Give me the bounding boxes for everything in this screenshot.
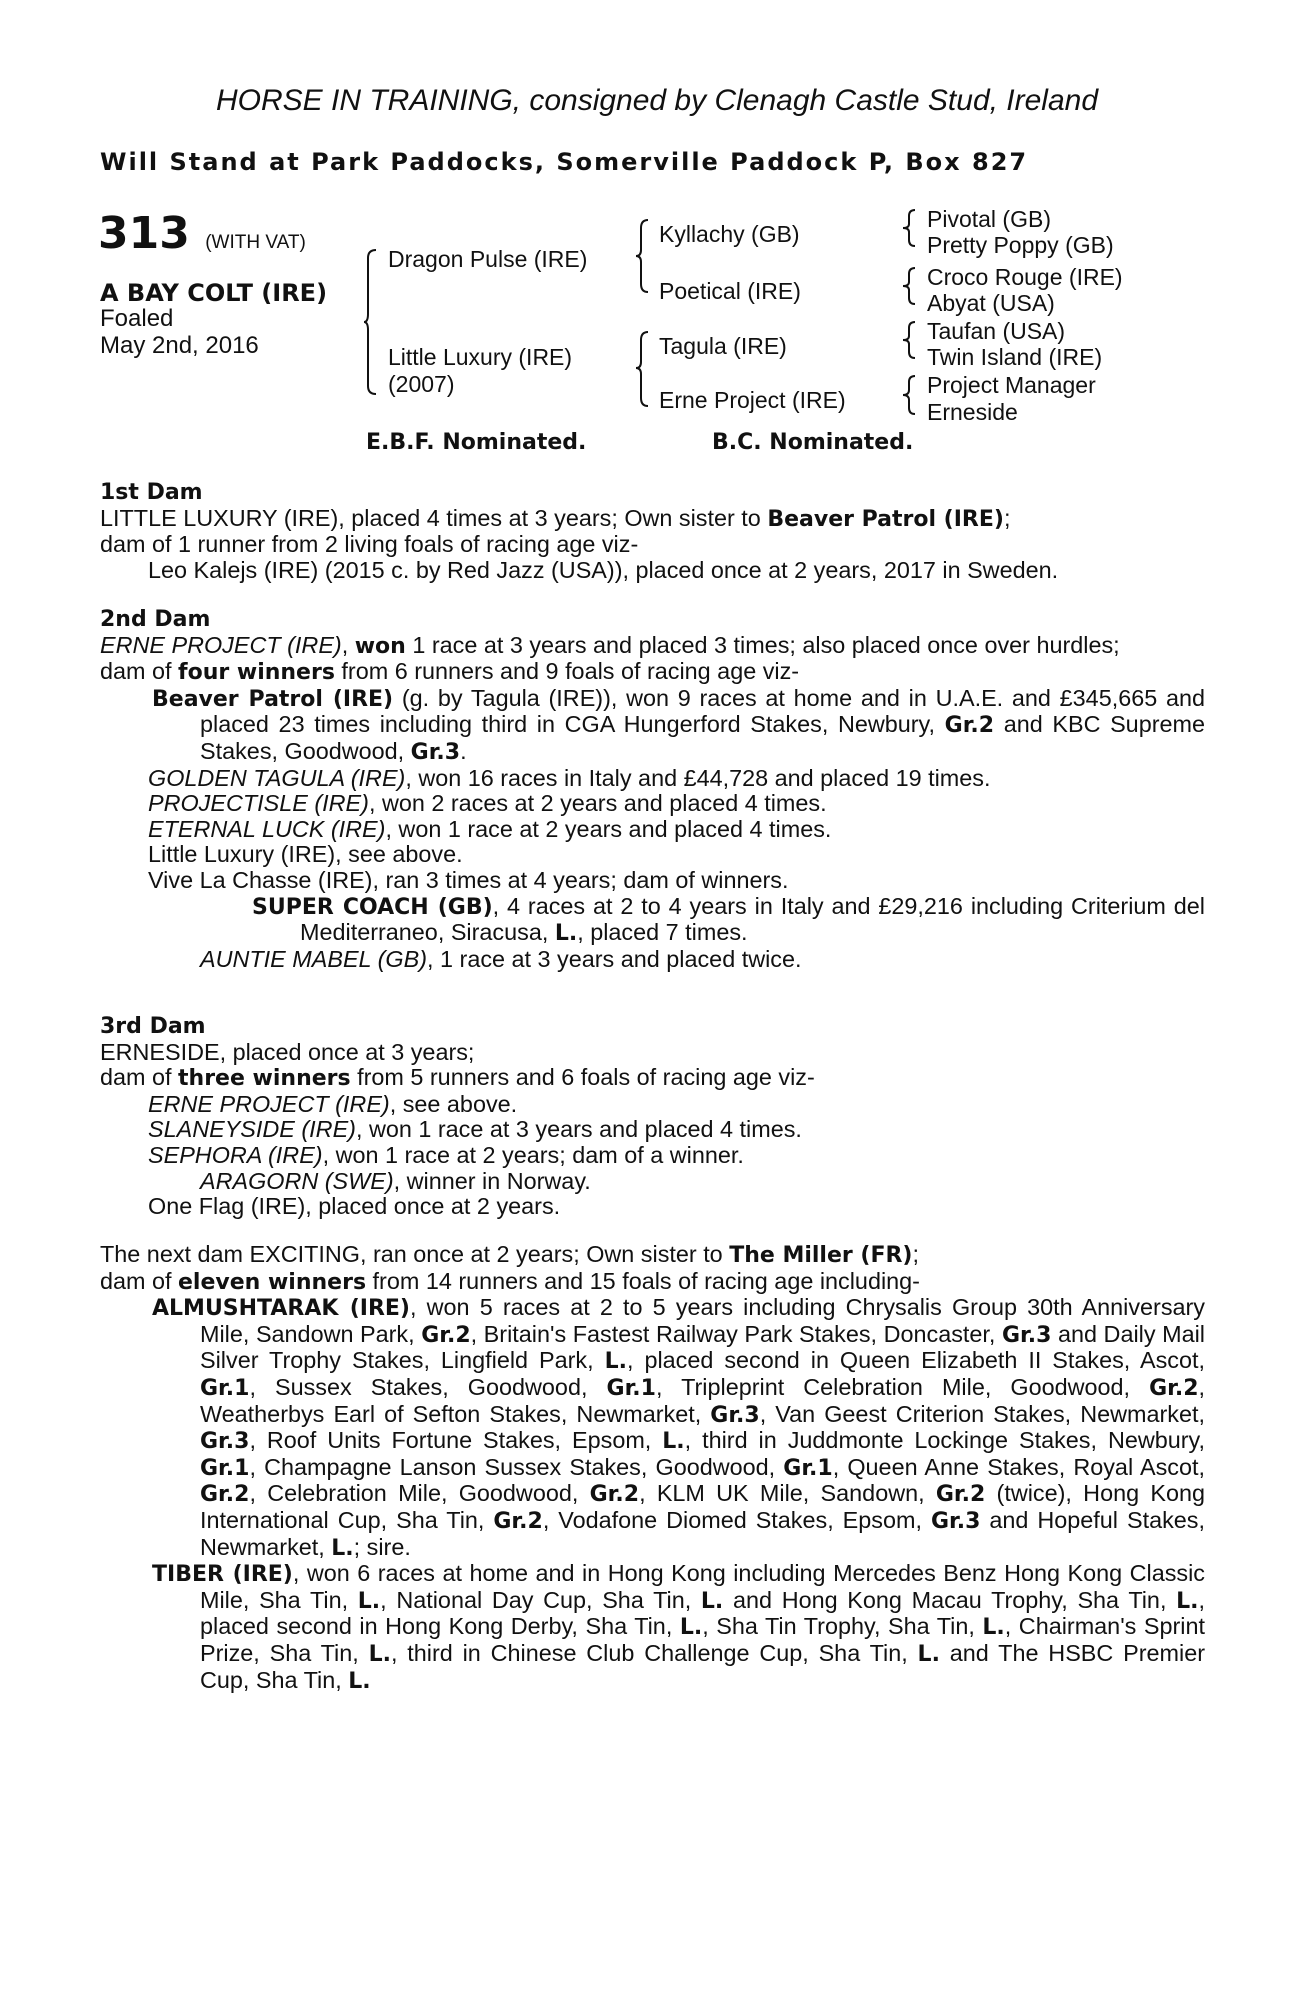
produce-name: SUPER COACH (GB) — [252, 894, 493, 920]
pedigree-brace-4 — [903, 208, 917, 250]
punctuation: ; — [1003, 504, 1011, 531]
grade-label: L. — [554, 921, 578, 947]
produce-name: PROJECTISLE (IRE) — [148, 790, 369, 817]
dam-text: from 14 runners and 15 foals of racing age including- — [366, 1267, 920, 1294]
bold-segment: L. — [604, 1349, 627, 1375]
bold-segment: Gr.3 — [200, 1429, 250, 1455]
bold-segment: Gr.2 — [200, 1482, 250, 1508]
produce-text: , won 2 races at 2 years and placed 4 times. — [368, 790, 827, 817]
dam-produce: dam of 1 runner from 2 living foals of racing age viz- — [100, 531, 639, 558]
produce-name: Beaver Patrol (IRE) — [152, 686, 394, 712]
ancestor-3: Croco Rouge (IRE) — [927, 264, 1123, 290]
vat-note: (WITH VAT) — [205, 232, 306, 253]
pedigree-brace-1 — [364, 248, 378, 398]
dam-text: 1 race at 3 years and placed 3 times; also placed once over hurdles; — [405, 631, 1120, 658]
text-segment: , Chairman's Sprint Prize, Sha Tin, — [200, 1613, 1205, 1666]
produce-name: SEPHORA (IRE) — [148, 1141, 323, 1168]
produce-text: , won 1 race at 2 years and placed 4 times. — [385, 815, 832, 842]
bold-segment: L. — [662, 1429, 685, 1455]
produce-name: ARAGORN (SWE) — [200, 1167, 394, 1194]
produce-text: (g. by Tagula (IRE)), won 9 races at home and in U.A.E. and £345,665 and placed 23 times including third in CGA Hungerford Stakes, Newbury, — [200, 684, 1205, 738]
bc-nomination: B.C. Nominated. — [712, 430, 914, 455]
text-segment: , Weatherbys Earl of Sefton Stakes, Newmarket, — [200, 1373, 1206, 1427]
produce-entry: One Flag (IRE), placed once at 2 years. — [148, 1193, 561, 1220]
produce-text: , won 1 race at 3 years and placed 4 times. — [355, 1116, 802, 1143]
produce-name: ETERNAL LUCK (IRE) — [148, 815, 386, 842]
ancestor-6: Twin Island (IRE) — [927, 344, 1103, 370]
second-dam-section — [100, 607, 1205, 972]
bold-segment: L. — [368, 1641, 391, 1667]
produce-text: , winner in Norway. — [393, 1167, 591, 1194]
foaled-label: Foaled — [100, 305, 174, 332]
dam-relative: The Miller (FR) — [729, 1243, 913, 1268]
bold-segment: L. — [679, 1615, 703, 1641]
grade-label: Gr.2 — [944, 713, 995, 739]
ancestor-5: Taufan (USA) — [927, 318, 1066, 344]
ancestor-1: Pivotal (GB) — [927, 206, 1051, 232]
text-segment: , third in Juddmonte Lockinge Stakes, Newbury, — [684, 1427, 1205, 1454]
text-segment: , third in Chinese Club Challenge Cup, Sha Tin, — [390, 1639, 918, 1666]
produce-text: and KBC Supreme Stakes, Goodwood, — [200, 711, 1205, 764]
grade-label: Gr.3 — [410, 739, 461, 765]
text-segment: and The HSBC Premier Cup, Sha Tin, — [200, 1639, 1205, 1693]
bold-segment: Gr.3 — [710, 1402, 760, 1428]
dam-text: LITTLE LUXURY (IRE), placed 4 times at 3 years; Own sister to — [100, 504, 768, 531]
text-segment: , placed second in Hong Kong Derby, Sha Tin, — [200, 1586, 1206, 1640]
dam-text: dam of — [100, 1064, 179, 1091]
produce-name: SLANEYSIDE (IRE) — [148, 1116, 356, 1143]
text-segment: ; sire. — [353, 1533, 411, 1560]
dam-text: dam of — [100, 658, 179, 685]
dam-name: ERNE PROJECT (IRE) — [100, 631, 342, 658]
pedigree-brace-6 — [903, 320, 917, 362]
produce-text: , 1 race at 3 years and placed twice. — [427, 945, 802, 972]
produce-entry: Leo Kalejs (IRE) (2015 c. by Red Jazz (USA)), placed once at 2 years, 2017 in Sweden. — [148, 556, 1059, 583]
text-segment: , Champagne Lanson Sussex Stakes, Goodwood, — [249, 1453, 784, 1480]
bold-segment: Gr.3 — [930, 1508, 981, 1534]
bold-segment: ALMUSHTARAK (IRE) — [152, 1296, 410, 1322]
dam-sire: Tagula (IRE) — [659, 333, 787, 359]
text-segment: , Celebration Mile, Goodwood, — [249, 1480, 590, 1507]
text-segment: , Tripleprint Celebration Mile, Goodwood, — [655, 1373, 1150, 1400]
text-segment: , Britain's Fastest Railway Park Stakes, Doncaster, — [470, 1320, 1002, 1347]
sire: Dragon Pulse (IRE) — [388, 246, 588, 272]
bold-segment: Gr.2 — [493, 1508, 543, 1534]
produce-entry-tiber — [100, 1561, 1205, 1694]
ancestor-4: Abyat (USA) — [927, 290, 1055, 316]
bold-segment: L. — [357, 1588, 381, 1614]
text-segment: (twice), Hong Kong International Cup, Sha Tin, — [200, 1480, 1205, 1533]
bold-segment: L. — [982, 1615, 1005, 1641]
produce-entry: Vive La Chasse (IRE), ran 3 times at 4 years; dam of winners. — [148, 866, 789, 893]
bold-segment: Gr.1 — [606, 1375, 656, 1401]
produce-name: ERNE PROJECT (IRE) — [148, 1090, 390, 1117]
text-segment: and Daily Mail Silver Trophy Stakes, Lingfield Park, — [200, 1320, 1205, 1374]
text-segment: , National Day Cup, Sha Tin, — [380, 1586, 701, 1613]
produce-text: , see above. — [389, 1090, 518, 1117]
third-dam-section — [100, 1014, 1205, 1220]
punctuation: , — [341, 631, 355, 658]
punctuation: . — [460, 737, 467, 764]
winners-count: eleven winners — [178, 1269, 367, 1295]
first-dam-section — [100, 480, 1205, 583]
page-title: HORSE IN TRAINING, consigned by Clenagh Castle Stud, Ireland — [215, 84, 1099, 117]
dam-text: ERNESIDE, placed once at 3 years; — [100, 1038, 475, 1065]
text-segment: , Van Geest Criterion Stakes, Newmarket, — [759, 1400, 1205, 1427]
ebf-nomination: E.B.F. Nominated. — [366, 430, 587, 455]
bold-segment: L. — [1176, 1588, 1199, 1614]
text-segment: , won 5 races at 2 to 5 years including Chrysalis Group 30th Anniversary Mile, Sandown Park, — [200, 1294, 1206, 1347]
produce-entry-almushtarak — [100, 1295, 1205, 1561]
bold-segment: L. — [348, 1668, 371, 1694]
bold-segment: Gr.3 — [1001, 1322, 1052, 1348]
produce-entry: Little Luxury (IRE), see above. — [148, 841, 463, 868]
text-segment: , placed second in Queen Elizabeth II Stakes, Ascot, — [626, 1347, 1205, 1374]
dam-text: dam of — [100, 1267, 179, 1294]
section-heading: 1st Dam — [100, 480, 203, 505]
dam-dam: Erne Project (IRE) — [659, 387, 846, 413]
text-segment: , Vodafone Diomed Stakes, Epsom, — [542, 1506, 931, 1533]
bold-segment: Gr.1 — [200, 1375, 250, 1401]
winners-count: three winners — [178, 1066, 351, 1092]
bold-segment: Gr.1 — [783, 1455, 833, 1481]
text-segment: and Hopeful Stakes, Newmarket, — [200, 1506, 1205, 1560]
text-segment: , Queen Anne Stakes, Royal Ascot, — [832, 1453, 1205, 1480]
winners-count: four winners — [178, 660, 335, 686]
text-segment: , Roof Units Fortune Stakes, Epsom, — [249, 1427, 663, 1454]
ancestor-8: Erneside — [927, 399, 1018, 425]
bold-segment: Gr.2 — [935, 1482, 986, 1508]
pedigree-brace-5 — [903, 266, 917, 308]
ancestor-7: Project Manager — [927, 372, 1096, 398]
dam-relative: Beaver Patrol (IRE) — [767, 506, 1004, 532]
pedigree-brace-3 — [636, 330, 650, 410]
bold-segment: Gr.1 — [200, 1455, 250, 1481]
section-heading: 3rd Dam — [100, 1014, 206, 1039]
produce-name: AUNTIE MABEL (GB) — [200, 945, 428, 972]
text-segment: , Sussex Stakes, Goodwood, — [249, 1373, 607, 1400]
sire-sire: Kyllachy (GB) — [659, 221, 800, 247]
bold-segment: Gr.2 — [589, 1482, 640, 1508]
foaled-date: May 2nd, 2016 — [100, 332, 259, 359]
bold-segment: Gr.2 — [421, 1322, 471, 1348]
produce-text: , placed 7 times. — [577, 919, 748, 946]
bold-segment: Gr.2 — [1149, 1375, 1199, 1401]
lot-number-value: 313 — [98, 208, 190, 259]
dam: Little Luxury (IRE) — [388, 344, 573, 370]
ancestor-2: Pretty Poppy (GB) — [927, 232, 1114, 258]
dam-year: (2007) — [388, 371, 455, 397]
text-segment: , Sha Tin Trophy, Sha Tin, — [702, 1613, 983, 1640]
bold-segment: L. — [700, 1588, 724, 1614]
text-segment: , won 6 races at home and in Hong Kong including Mercedes Benz Hong Kong Classic Mile, Sha Tin, — [200, 1560, 1205, 1613]
pedigree-brace-7 — [903, 374, 917, 418]
next-dam-section — [100, 1242, 1205, 1694]
won-label: won — [354, 633, 406, 659]
pedigree-brace-2 — [636, 218, 650, 296]
section-heading: 2nd Dam — [100, 607, 211, 632]
sire-dam: Poetical (IRE) — [659, 278, 801, 304]
bold-segment: L. — [917, 1641, 940, 1667]
dam-text: from 6 runners and 9 foals of racing age viz- — [334, 658, 800, 685]
bold-segment: TIBER (IRE) — [152, 1562, 293, 1588]
lot-number — [98, 210, 306, 267]
text-segment: , KLM UK Mile, Sandown, — [639, 1480, 936, 1507]
produce-text: , won 1 race at 2 years; dam of a winner. — [322, 1141, 744, 1168]
punctuation: ; — [912, 1241, 919, 1267]
text-segment: and Hong Kong Macau Trophy, Sha Tin, — [723, 1586, 1177, 1613]
dam-text: The next dam EXCITING, ran once at 2 years; Own sister to — [100, 1241, 730, 1267]
produce-text: , 4 races at 2 to 4 years in Italy and £29,216 including Criterium del Mediterraneo, Siracusa, — [300, 892, 1205, 946]
bold-segment: L. — [331, 1535, 354, 1561]
dam-text: from 5 runners and 6 foals of racing age viz- — [350, 1064, 815, 1091]
produce-name: GOLDEN TAGULA (IRE) — [148, 764, 406, 791]
produce-text: , won 16 races in Italy and £44,728 and placed 19 times. — [405, 764, 991, 791]
stand-location: Will Stand at Park Paddocks, Somerville Paddock P, Box 827 — [100, 148, 1029, 176]
lot-description: A BAY COLT (IRE) — [100, 279, 328, 307]
